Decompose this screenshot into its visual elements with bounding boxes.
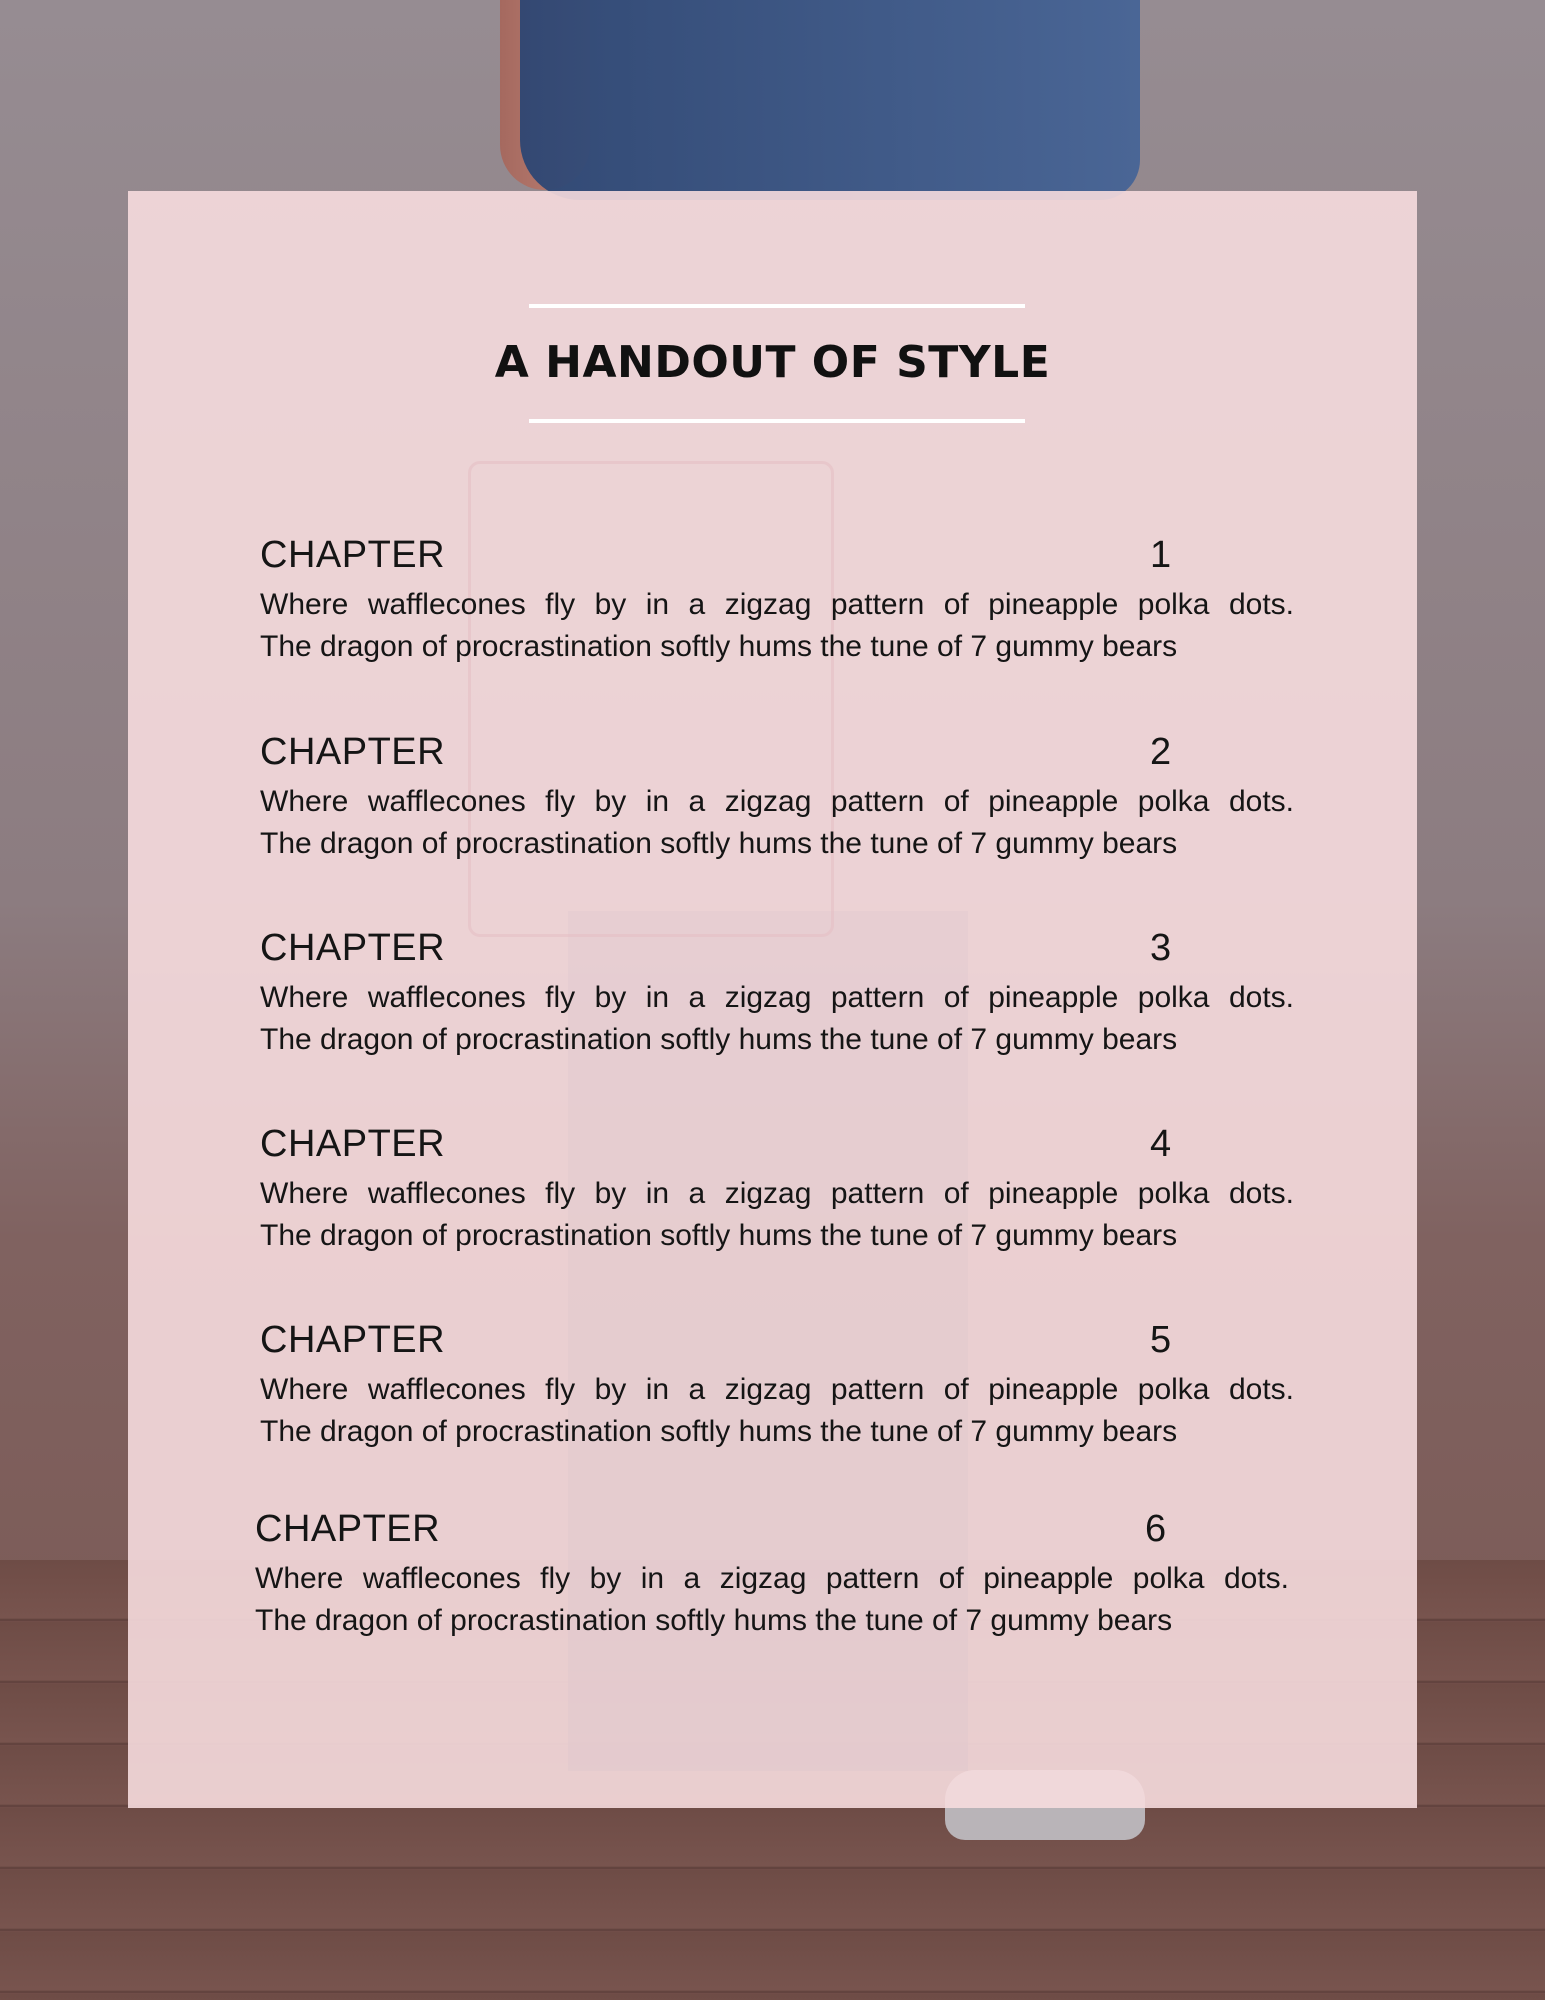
chapter-number: 5 [1150,1319,1172,1361]
chapter-description-line-2: The dragon of procrastination softly hums the tune of 7 gummy bears [260,1415,1178,1448]
title-rule-bottom [529,419,1025,423]
chapter-description-line-1: Where wafflecones fly by in a zigzag pattern of pineapple polka dots. [260,785,1294,818]
content-panel [128,191,1417,1808]
chapter-label: CHAPTER [260,927,446,969]
chapter-description-line-1: Where wafflecones fly by in a zigzag pattern of pineapple polka dots. [260,1373,1294,1406]
chapter-description-line-1: Where wafflecones fly by in a zigzag pattern of pineapple polka dots. [260,588,1294,621]
chapter-entry-5 [260,1319,1300,1453]
chapter-description-line-2: The dragon of procrastination softly hums the tune of 7 gummy bears [260,827,1178,860]
title-rule-top [529,304,1025,308]
chapter-number: 1 [1150,534,1172,576]
chapter-label: CHAPTER [255,1508,441,1550]
chapter-description-line-2: The dragon of procrastination softly hums the tune of 7 gummy bears [260,1023,1178,1056]
chapter-number: 3 [1150,927,1172,969]
background-handbag [468,461,834,937]
page-title: A HANDOUT OF STYLE [494,337,1051,388]
chapter-label: CHAPTER [260,731,446,773]
chapter-description-line-1: Where wafflecones fly by in a zigzag pattern of pineapple polka dots. [260,981,1294,1014]
chapter-number: 2 [1150,731,1172,773]
chapter-entry-4 [260,1123,1300,1257]
chapter-description-line-1: Where wafflecones fly by in a zigzag pattern of pineapple polka dots. [255,1562,1289,1595]
chapter-description-line-2: The dragon of procrastination softly hums the tune of 7 gummy bears [260,1219,1178,1252]
background-denim [520,0,1140,200]
chapter-label: CHAPTER [260,534,446,576]
chapter-number: 4 [1150,1123,1172,1165]
chapter-entry-6 [255,1508,1295,1642]
chapter-description-line-2: The dragon of procrastination softly hums the tune of 7 gummy bears [260,630,1178,663]
chapter-description-line-2: The dragon of procrastination softly hums the tune of 7 gummy bears [255,1604,1173,1637]
chapter-entry-2 [260,731,1300,865]
chapter-description-line-1: Where wafflecones fly by in a zigzag pattern of pineapple polka dots. [260,1177,1294,1210]
chapter-entry-1 [260,534,1300,668]
chapter-entry-3 [260,927,1300,1061]
chapter-label: CHAPTER [260,1319,446,1361]
chapter-number: 6 [1145,1508,1167,1550]
chapter-label: CHAPTER [260,1123,446,1165]
